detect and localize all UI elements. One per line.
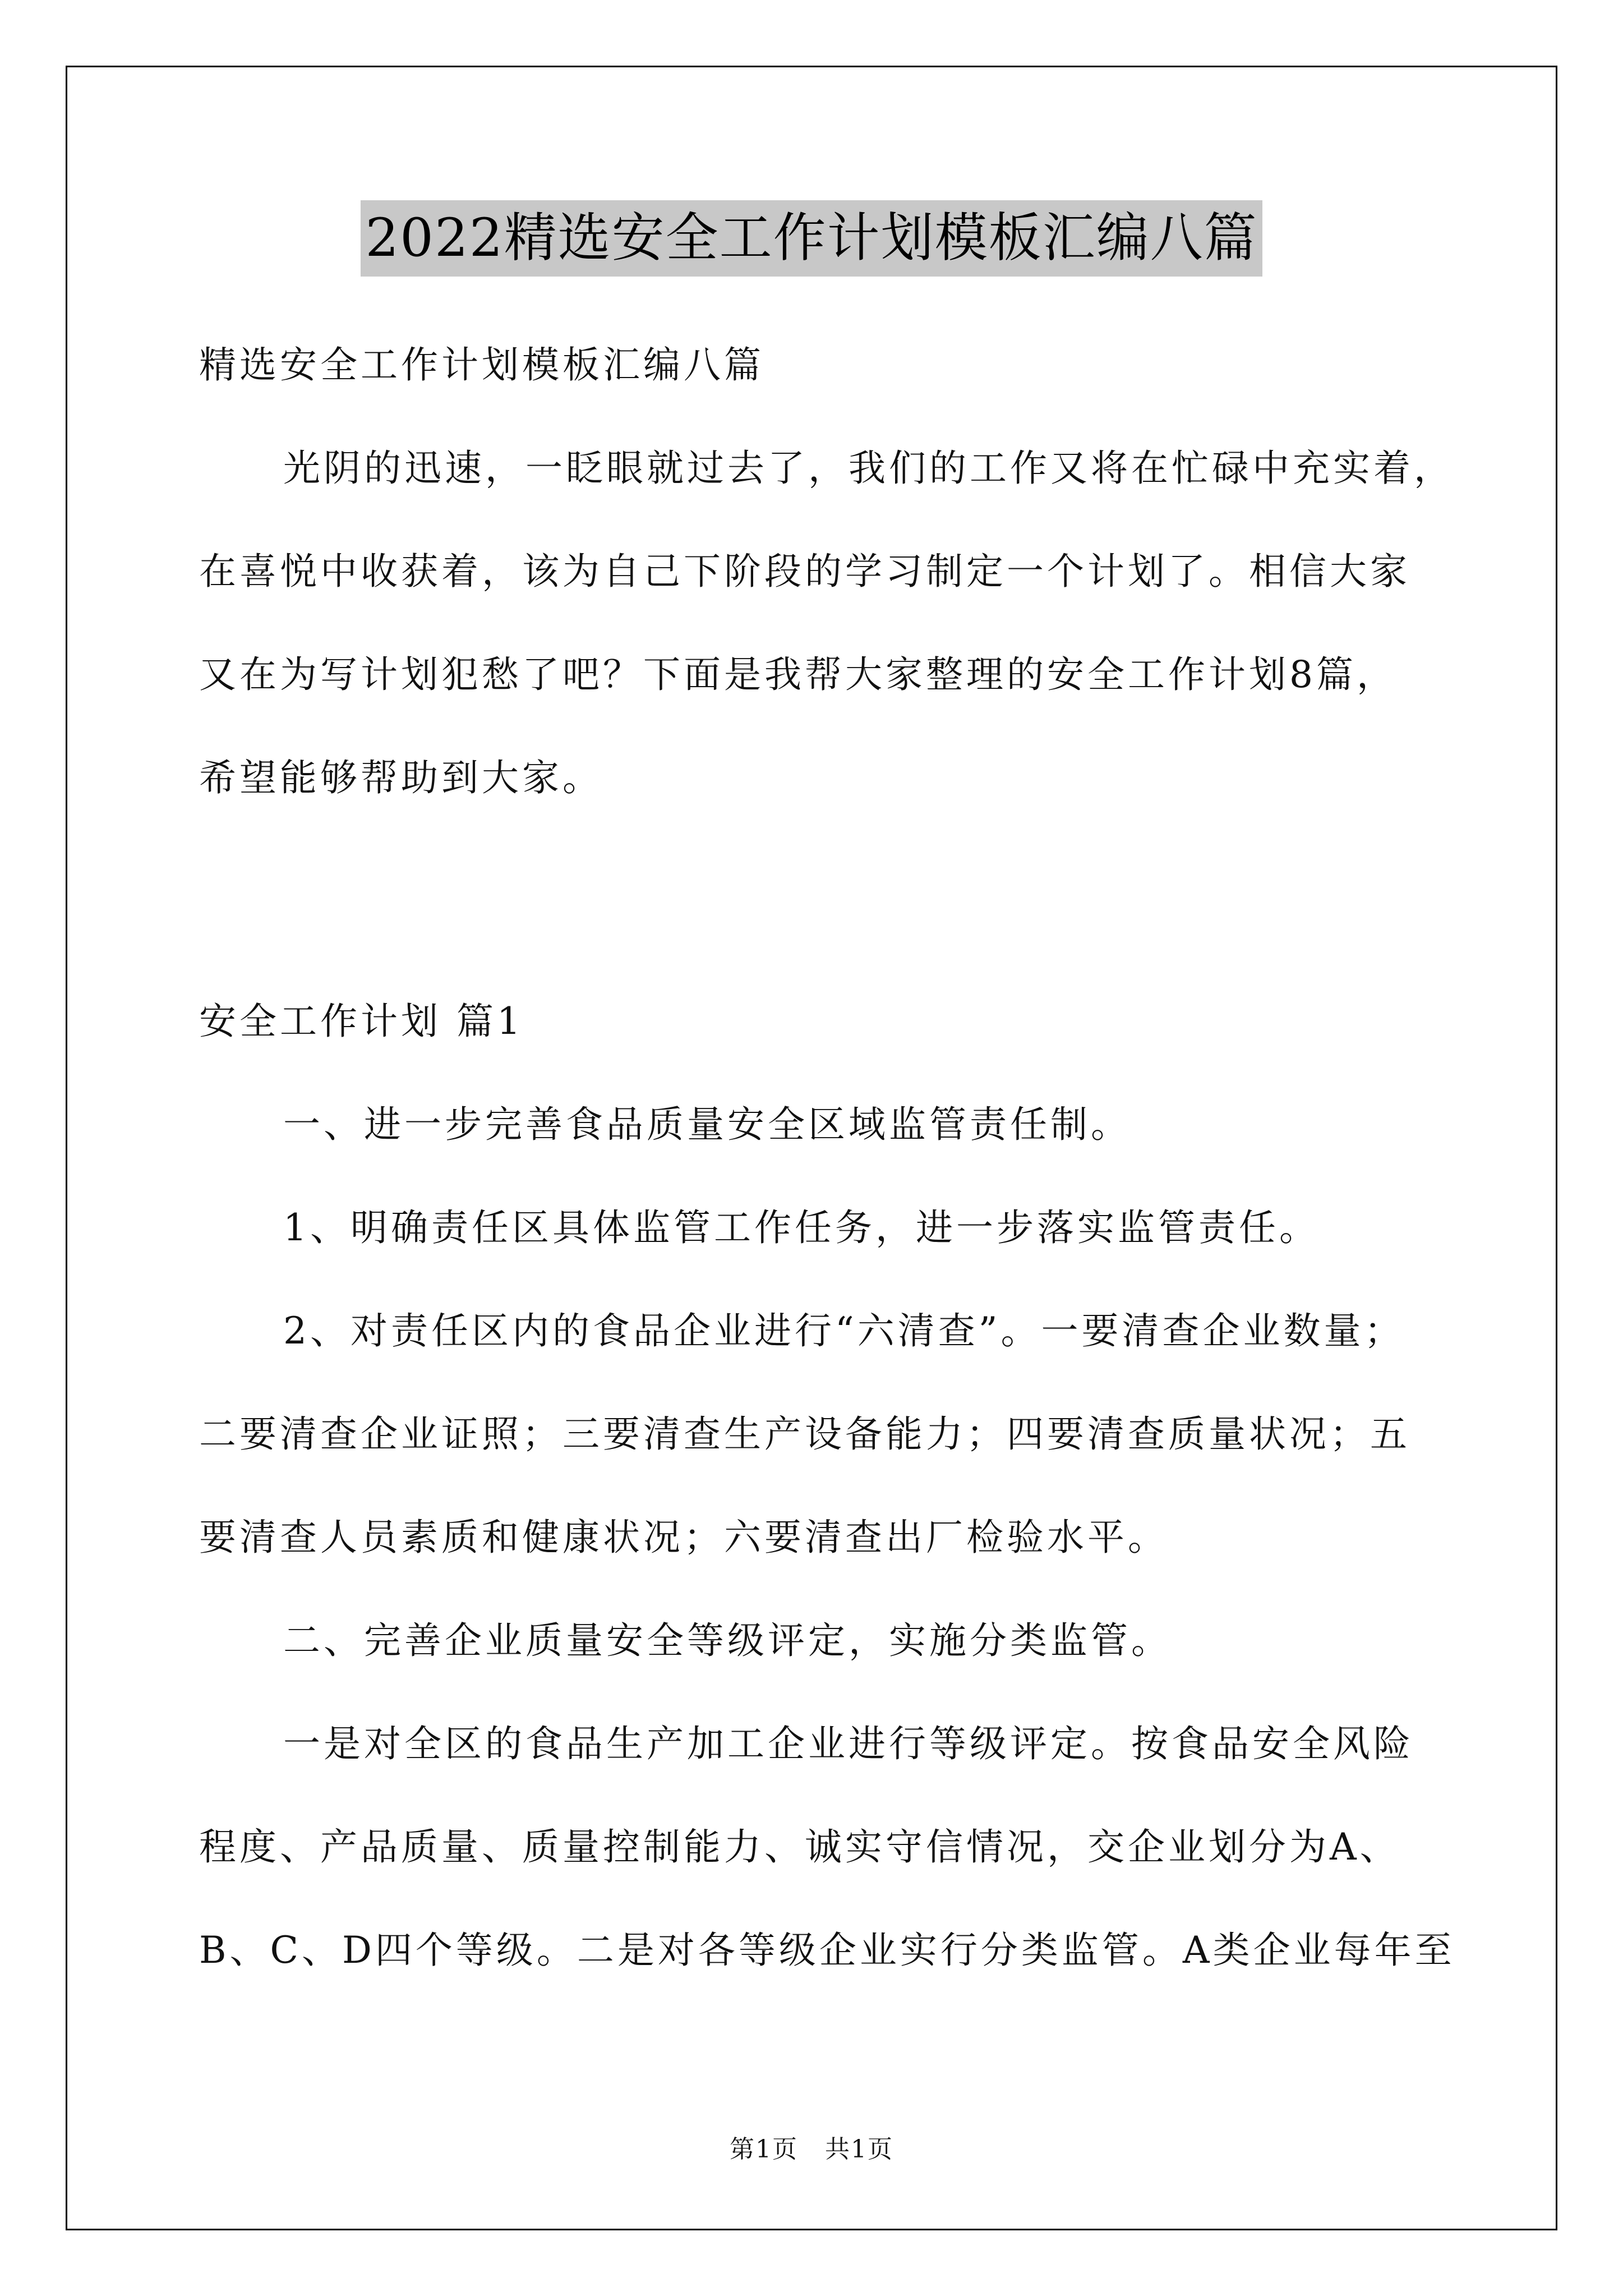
paragraph-4: 二、完善企业质量安全等级评定，实施分类监管。 [283, 1619, 1172, 1662]
paragraph-1: 一、进一步完善食品质量安全区域监管责任制。 [283, 1103, 1131, 1146]
paragraph-5-line-1: 一是对全区的食品生产加工企业进行等级评定。按食品安全风险 [283, 1722, 1414, 1765]
intro-line-4: 希望能够帮助到大家。 [199, 756, 603, 799]
intro-line-3: 又在为写计划犯愁了吧？下面是我帮大家整理的安全工作计划8篇， [199, 653, 1397, 696]
page-footer: 第1页 共1页 [730, 2135, 893, 2164]
paragraph-5-line-2: 程度、产品质量、质量控制能力、诚实守信情况，交企业划分为A、 [199, 1825, 1400, 1869]
paragraph-3-line-2: 二要清查企业证照；三要清查生产设备能力；四要清查质量状况；五 [199, 1412, 1410, 1456]
paragraph-2: 1、明确责任区具体监管工作任务，进一步落实监管责任。 [283, 1206, 1320, 1249]
title-area [0, 200, 1623, 277]
paragraph-5-line-3: B、C、D四个等级。二是对各等级企业实行分类监管。A类企业每年至 [199, 1929, 1455, 1972]
paragraph-3-line-1: 2、对责任区内的食品企业进行“六清查”。一要清查企业数量； [283, 1309, 1405, 1352]
intro-line-1: 光阴的迅速，一眨眼就过去了，我们的工作又将在忙碌中充实着， [283, 447, 1454, 490]
section-heading: 安全工作计划 篇1 [199, 1000, 524, 1043]
document-title: 2022精选安全工作计划模板汇编八篇 [361, 200, 1262, 277]
intro-line-2: 在喜悦中收获着，该为自己下阶段的学习制定一个计划了。相信大家 [199, 550, 1410, 593]
paragraph-3-line-3: 要清查人员素质和健康状况；六要清查出厂检验水平。 [199, 1516, 1168, 1559]
document-subtitle: 精选安全工作计划模板汇编八篇 [199, 343, 764, 386]
